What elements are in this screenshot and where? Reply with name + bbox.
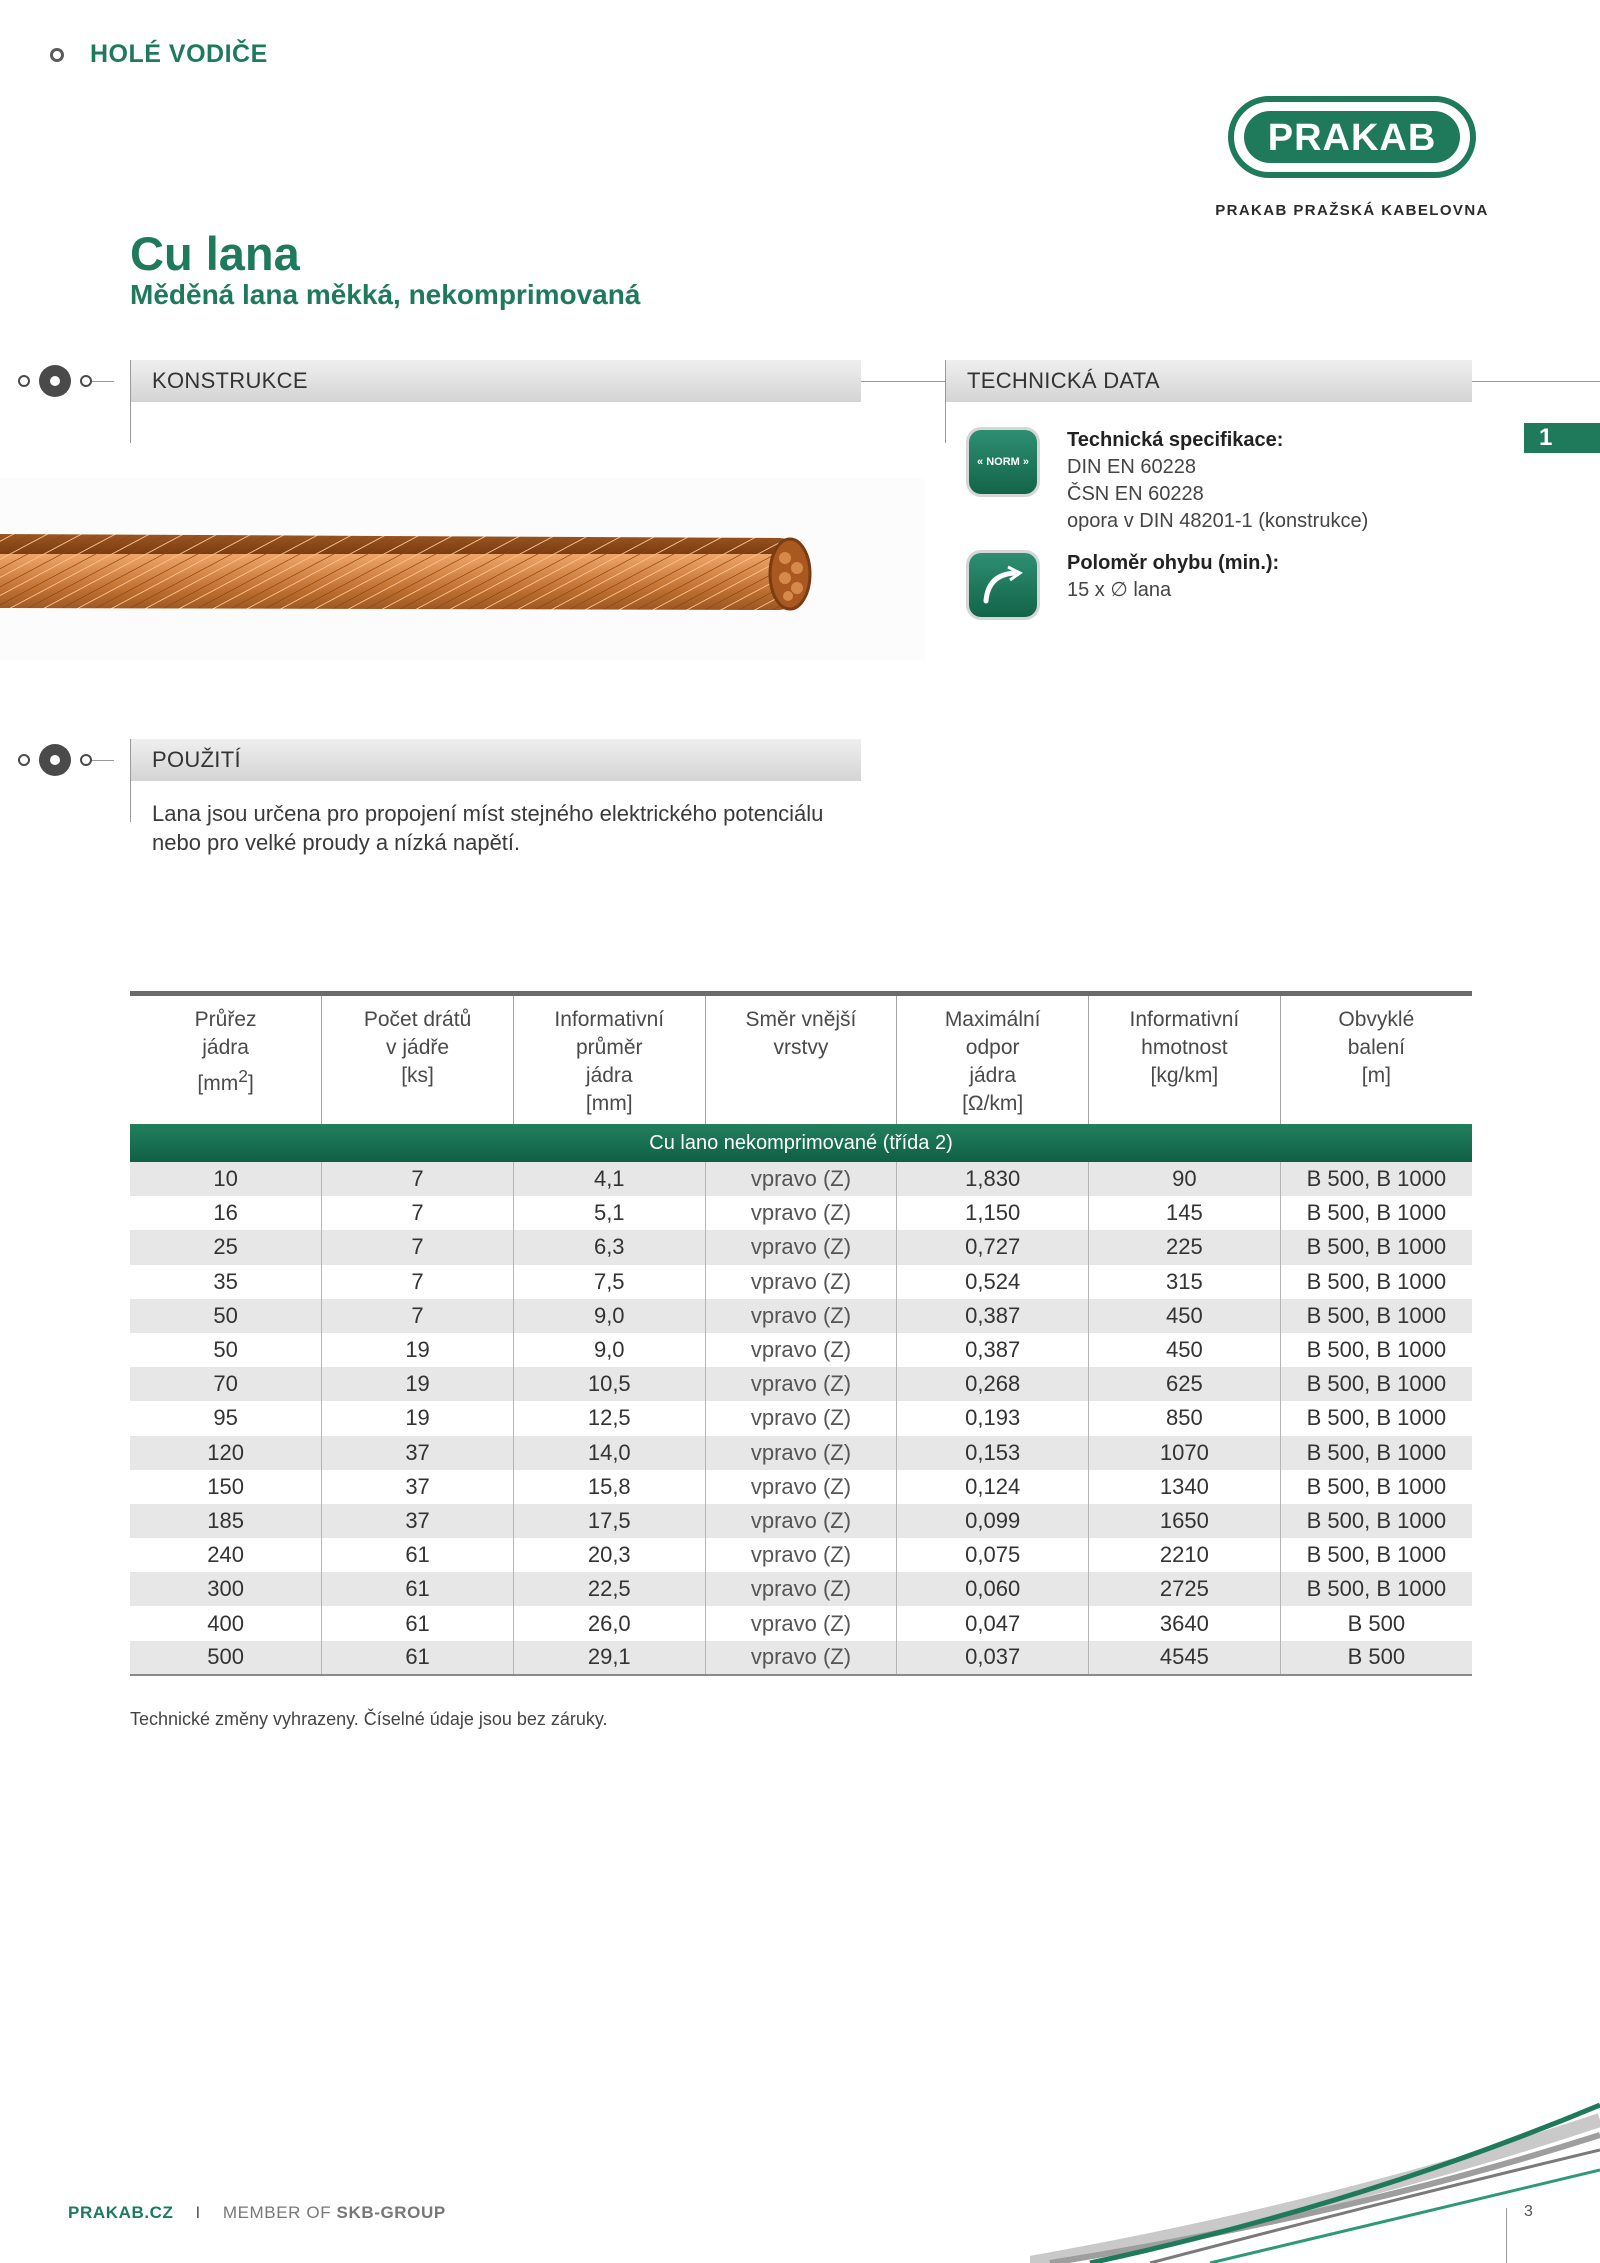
table-cell: vpravo (Z) <box>705 1436 897 1470</box>
copper-cable-image <box>0 478 925 660</box>
spec-line: opora v DIN 48201-1 (konstrukce) <box>1067 510 1369 532</box>
column-header <box>897 994 1089 1125</box>
technical-trailing-line <box>1472 381 1600 382</box>
connector-dot-icon <box>80 375 92 387</box>
column-header <box>130 994 322 1125</box>
table-cell: 90 <box>1089 1162 1281 1196</box>
table-row <box>130 1401 1472 1435</box>
table-row <box>130 1367 1472 1401</box>
table-cell: 16 <box>130 1196 322 1230</box>
header-line: Informativní <box>1129 1008 1240 1031</box>
table-cell: 26,0 <box>513 1606 705 1640</box>
disclaimer-note: Technické změny vyhrazeny. Číselné údaje jsou bez záruky. <box>130 1709 608 1729</box>
table-cell: 10 <box>130 1162 322 1196</box>
table-cell: 15,8 <box>513 1470 705 1504</box>
header-line: Směr vnější <box>745 1008 857 1031</box>
table-cell: 19 <box>322 1367 514 1401</box>
header-line: Maximální <box>944 1008 1041 1031</box>
table-cell: 35 <box>130 1265 322 1299</box>
header-line: balení <box>1347 1036 1405 1059</box>
table-cell: 625 <box>1089 1367 1281 1401</box>
construction-divider <box>130 360 131 443</box>
product-subtitle: Měděná lana měkká, nekomprimovaná <box>130 279 641 310</box>
table-cell: 4545 <box>1089 1641 1281 1675</box>
table-cell: 9,0 <box>513 1333 705 1367</box>
footer-member-prefix: MEMBER OF <box>222 2203 332 2222</box>
table-cell: 20,3 <box>513 1538 705 1572</box>
table-cell: vpravo (Z) <box>705 1299 897 1333</box>
table-cell: 95 <box>130 1401 322 1435</box>
table-cell: vpravo (Z) <box>705 1230 897 1264</box>
construction-header: KONSTRUKCE <box>130 360 861 402</box>
table-row <box>130 1162 1472 1196</box>
spec-line: DIN EN 60228 <box>1067 456 1196 478</box>
table-cell: 19 <box>322 1401 514 1435</box>
header-line: jádra <box>585 1064 633 1087</box>
table-row <box>130 1436 1472 1470</box>
table-cell: 0,727 <box>897 1230 1089 1264</box>
table-cell: 120 <box>130 1436 322 1470</box>
connector-dot-icon <box>18 375 30 387</box>
table-cell: B 500, B 1000 <box>1280 1299 1472 1333</box>
table-row <box>130 1606 1472 1640</box>
table-cell: 1650 <box>1089 1504 1281 1538</box>
table-cell: vpravo (Z) <box>705 1641 897 1675</box>
usage-text: Lana jsou určena pro propojení míst stejného elektrického potenciálu nebo pro velké proudy a nízká napětí. <box>152 801 824 855</box>
table-cell: vpravo (Z) <box>705 1572 897 1606</box>
table-cell: 0,524 <box>897 1265 1089 1299</box>
bend-block <box>1067 550 1279 604</box>
column-header <box>705 994 897 1125</box>
table-cell: 1340 <box>1089 1470 1281 1504</box>
technical-divider <box>945 360 946 443</box>
page-section-marker: 1 <box>1524 423 1600 453</box>
header-line: jádra <box>202 1036 249 1059</box>
connector-ring-icon <box>39 744 71 776</box>
header-line: průměr <box>575 1036 643 1059</box>
header-line: Obvyklé <box>1338 1008 1415 1031</box>
table-cell: 22,5 <box>513 1572 705 1606</box>
table-group-row <box>130 1124 1472 1162</box>
table-cell: 0,075 <box>897 1538 1089 1572</box>
usage-divider <box>130 739 131 822</box>
product-table <box>130 991 1472 1676</box>
table-cell: 0,124 <box>897 1470 1089 1504</box>
table-cell: 12,5 <box>513 1401 705 1435</box>
table-cell: B 500, B 1000 <box>1280 1436 1472 1470</box>
table-cell: B 500, B 1000 <box>1280 1162 1472 1196</box>
table-cell: 0,060 <box>897 1572 1089 1606</box>
table-cell: 61 <box>322 1572 514 1606</box>
table-cell: 1,830 <box>897 1162 1089 1196</box>
table-cell: 50 <box>130 1299 322 1333</box>
table-cell: vpravo (Z) <box>705 1538 897 1572</box>
table-row <box>130 1196 1472 1230</box>
spec-label: Technická specifikace: <box>1067 429 1284 451</box>
table-cell: 37 <box>322 1436 514 1470</box>
table-cell: 61 <box>322 1538 514 1572</box>
header-line: [kg/km] <box>1150 1064 1219 1087</box>
header-line: Počet drátů <box>363 1008 472 1031</box>
table-cell: 4,1 <box>513 1162 705 1196</box>
footer <box>68 2203 446 2223</box>
header-line: Průřez <box>194 1008 257 1031</box>
table-cell: 2210 <box>1089 1538 1281 1572</box>
table-cell: 145 <box>1089 1196 1281 1230</box>
table-cell: 0,268 <box>897 1367 1089 1401</box>
table-cell: 3640 <box>1089 1606 1281 1640</box>
table-row <box>130 1538 1472 1572</box>
section-tag <box>50 40 268 69</box>
header-line: jádra <box>969 1064 1017 1087</box>
table-cell: 1070 <box>1089 1436 1281 1470</box>
table-cell: 5,1 <box>513 1196 705 1230</box>
footer-separator: I <box>195 2203 201 2222</box>
column-header <box>513 994 705 1125</box>
table-cell: 0,387 <box>897 1299 1089 1333</box>
bullet-ring-icon <box>50 48 64 62</box>
table-cell: vpravo (Z) <box>705 1504 897 1538</box>
section-connector-usage <box>18 744 114 776</box>
table-cell: 9,0 <box>513 1299 705 1333</box>
header-line: [m] <box>1361 1064 1391 1087</box>
table-cell: B 500, B 1000 <box>1280 1572 1472 1606</box>
table-cell: 400 <box>130 1606 322 1640</box>
table-row <box>130 1572 1472 1606</box>
header-line: odpor <box>965 1036 1020 1059</box>
table-cell: B 500 <box>1280 1641 1472 1675</box>
table-cell: B 500, B 1000 <box>1280 1333 1472 1367</box>
table-cell: 0,047 <box>897 1606 1089 1640</box>
table-cell: 450 <box>1089 1299 1281 1333</box>
table-body <box>130 1162 1472 1675</box>
table-cell: 0,387 <box>897 1333 1089 1367</box>
table-row <box>130 1504 1472 1538</box>
table-cell: vpravo (Z) <box>705 1401 897 1435</box>
table-cell: 70 <box>130 1367 322 1401</box>
table-cell: 450 <box>1089 1333 1281 1367</box>
table-cell: 7 <box>322 1265 514 1299</box>
table-cell: 0,037 <box>897 1641 1089 1675</box>
table-cell: 150 <box>130 1470 322 1504</box>
table-cell: B 500, B 1000 <box>1280 1230 1472 1264</box>
table-cell: 29,1 <box>513 1641 705 1675</box>
header-line: vrstvy <box>773 1036 829 1059</box>
table-header-row <box>130 994 1472 1125</box>
table-cell: 19 <box>322 1333 514 1367</box>
connector-line <box>92 760 114 761</box>
table-cell: 7 <box>322 1230 514 1264</box>
prakab-logo <box>1228 96 1476 178</box>
header-line: [ks] <box>401 1064 434 1087</box>
logo-tagline: PRAKAB PRAŽSKÁ KABELOVNA <box>1215 202 1489 219</box>
table-cell: 25 <box>130 1230 322 1264</box>
table-cell: vpravo (Z) <box>705 1470 897 1504</box>
table-cell: 185 <box>130 1504 322 1538</box>
table-cell: 37 <box>322 1470 514 1504</box>
connector-dot-icon <box>18 754 30 766</box>
table-cell: 17,5 <box>513 1504 705 1538</box>
table-cell: B 500, B 1000 <box>1280 1538 1472 1572</box>
table-cell: B 500, B 1000 <box>1280 1265 1472 1299</box>
technical-header: TECHNICKÁ DATA <box>945 360 1472 402</box>
header-line: $[mm^2]$ <box>197 1066 254 1095</box>
table-cell: 0,153 <box>897 1436 1089 1470</box>
table-group-label: Cu lano nekomprimované (třída 2) <box>130 1124 1472 1162</box>
bend-value: 15 x ∅ lana <box>1067 579 1172 601</box>
decorative-cable-swoosh <box>1030 2090 1600 2263</box>
table-cell: 300 <box>130 1572 322 1606</box>
table-cell: B 500, B 1000 <box>1280 1470 1472 1504</box>
table-cell: B 500 <box>1280 1606 1472 1640</box>
table-cell: 7 <box>322 1196 514 1230</box>
table-cell: 850 <box>1089 1401 1281 1435</box>
spec-block <box>1067 427 1368 535</box>
bend-label: Poloměr ohybu (min.): <box>1067 552 1280 574</box>
bend-radius-icon <box>969 553 1037 617</box>
norm-icon: « NORM » <box>969 430 1037 494</box>
bend-arrow-icon <box>980 565 1026 605</box>
svg-text:PRAKAB: PRAKAB <box>1267 117 1437 159</box>
table-cell: B 500, B 1000 <box>1280 1367 1472 1401</box>
table-cell: 315 <box>1089 1265 1281 1299</box>
table-row <box>130 1333 1472 1367</box>
table-cell: 37 <box>322 1504 514 1538</box>
table-cell: 1,150 <box>897 1196 1089 1230</box>
footer-site-link[interactable]: PRAKAB.CZ <box>68 2203 174 2222</box>
section-tag-label: HOLÉ VODIČE <box>90 40 268 68</box>
table-cell: vpravo (Z) <box>705 1162 897 1196</box>
table-cell: B 500, B 1000 <box>1280 1504 1472 1538</box>
header-line: [mm] <box>585 1092 633 1115</box>
table-cell: vpravo (Z) <box>705 1196 897 1230</box>
table-row <box>130 1230 1472 1264</box>
table-cell: vpravo (Z) <box>705 1333 897 1367</box>
column-header <box>1089 994 1281 1125</box>
table-row <box>130 1299 1472 1333</box>
table-cell: 2725 <box>1089 1572 1281 1606</box>
table-cell: 500 <box>130 1641 322 1675</box>
header-line: hmotnost <box>1141 1036 1228 1059</box>
connector-ring-icon <box>39 365 71 397</box>
connector-dot-icon <box>80 754 92 766</box>
header-line: [Ω/km] <box>962 1092 1024 1115</box>
technical-connector-line <box>861 381 945 382</box>
section-connector-construction <box>18 365 114 397</box>
table-cell: B 500, B 1000 <box>1280 1196 1472 1230</box>
table-row <box>130 1470 1472 1504</box>
page-number: 3 <box>1524 2203 1533 2220</box>
column-header <box>1280 994 1472 1125</box>
usage-header: POUŽITÍ <box>130 739 861 781</box>
table-cell: 50 <box>130 1333 322 1367</box>
header-line: v jádře <box>386 1036 450 1059</box>
table-cell: 61 <box>322 1641 514 1675</box>
table-cell: vpravo (Z) <box>705 1606 897 1640</box>
table-cell: 61 <box>322 1606 514 1640</box>
table-cell: 0,193 <box>897 1401 1089 1435</box>
table-cell: vpravo (Z) <box>705 1367 897 1401</box>
table-cell: 7,5 <box>513 1265 705 1299</box>
table-cell: 225 <box>1089 1230 1281 1264</box>
table-row <box>130 1265 1472 1299</box>
table-cell: 10,5 <box>513 1367 705 1401</box>
table-cell: 240 <box>130 1538 322 1572</box>
table-cell: 6,3 <box>513 1230 705 1264</box>
column-header <box>322 994 514 1125</box>
table-cell: 0,099 <box>897 1504 1089 1538</box>
table-cell: 7 <box>322 1299 514 1333</box>
table-cell: 14,0 <box>513 1436 705 1470</box>
table-row <box>130 1641 1472 1675</box>
header-line: Informativní <box>554 1008 665 1031</box>
table-cell: B 500, B 1000 <box>1280 1401 1472 1435</box>
table-cell: vpravo (Z) <box>705 1265 897 1299</box>
footer-group: SKB-GROUP <box>336 2203 446 2222</box>
product-title: Cu lana <box>130 227 300 280</box>
table-cell: 7 <box>322 1162 514 1196</box>
connector-line <box>92 381 114 382</box>
spec-line: ČSN EN 60228 <box>1067 483 1204 505</box>
